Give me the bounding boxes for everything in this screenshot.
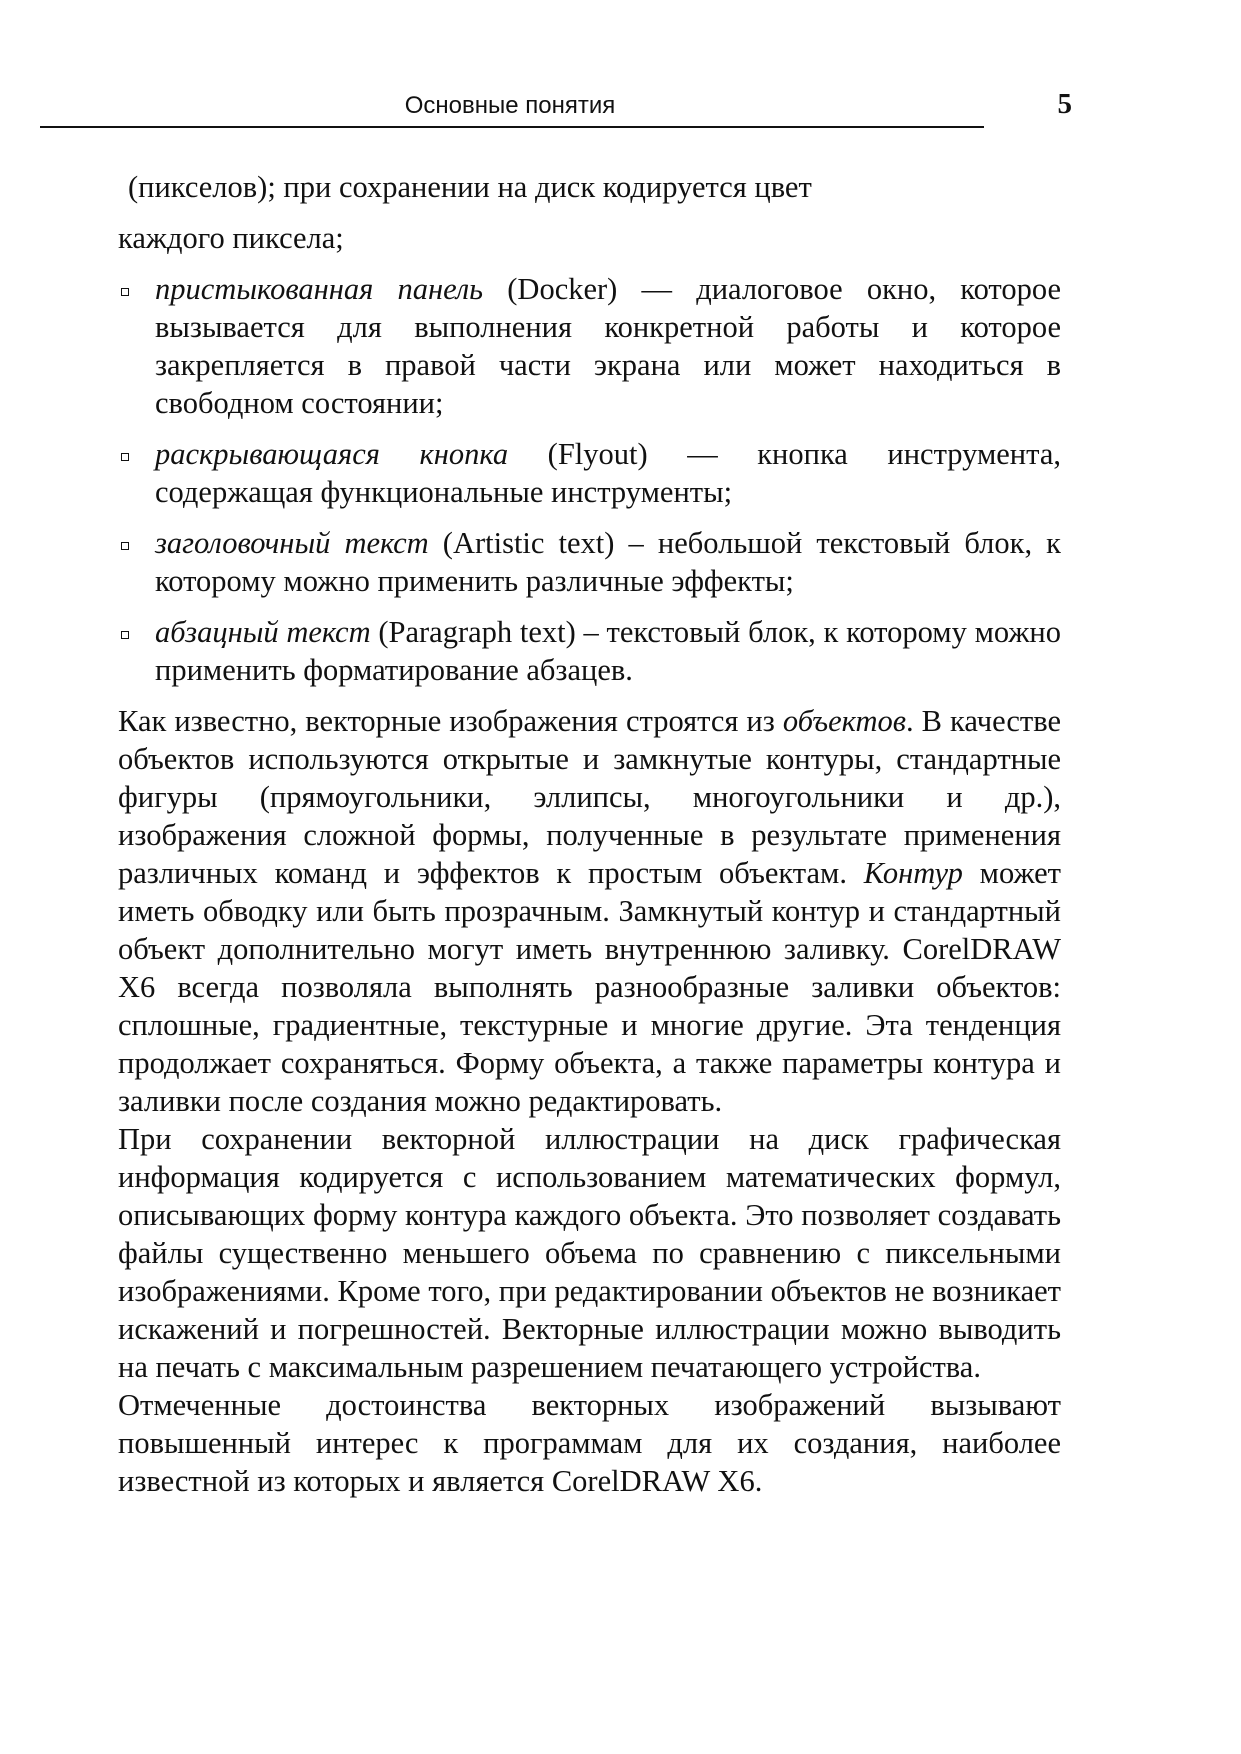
square-bullet-icon xyxy=(121,453,129,461)
intro-line-1: (пикселов); при сохранении на диск кодируется цвет xyxy=(128,170,812,204)
paragraph-text: Как известно, векторные изображения строятся из xyxy=(118,704,783,738)
square-bullet-icon xyxy=(121,288,129,296)
paragraph-vector-objects xyxy=(118,702,1061,1120)
header-rule xyxy=(40,126,984,128)
definition: (Docker) — диалоговое окно, которое вызывается для выполнения конкретной работы и которое закрепляется в правой части экрана или может находиться в свободном состоянии; xyxy=(155,272,1061,420)
definition: (Artistic text) – небольшой текстовый блок, к которому можно применить различные эффекты; xyxy=(155,526,1061,598)
emphasis-contour: Контур xyxy=(863,856,963,890)
term: заголовочный текст xyxy=(155,526,429,560)
intro-line-2: каждого пиксела; xyxy=(118,221,344,255)
page-body xyxy=(118,168,1061,1500)
list-item xyxy=(118,524,1061,600)
list-item xyxy=(118,435,1061,511)
term: раскрывающаяся кнопка xyxy=(155,437,509,471)
square-bullet-icon xyxy=(121,631,129,639)
term: абзацный текст xyxy=(155,615,371,649)
definition: (Flyout) — кнопка инструмента, содержащая функциональные инструменты; xyxy=(155,437,1061,509)
paragraph-saving: При сохранении векторной иллюстрации на диск графическая информация кодируется с использованием математических формул, описывающих форму контура каждого объекта. Это позволяет создавать файлы существенно меньшего объема по сравнению с пиксельными изображениями. Кроме того, при редактировании объектов не возникает искажений и погрешностей. Векторные иллюстрации можно выводить на печать с максимальным разрешением печатающего устройства. xyxy=(118,1122,1061,1384)
square-bullet-icon xyxy=(121,542,129,550)
paragraph-advantages: Отмеченные достоинства векторных изображений вызывают повышенный интерес к программам для их создания, наиболее известной из которых и является CorelDRAW X6. xyxy=(118,1388,1061,1498)
page-number: 5 xyxy=(1057,88,1072,120)
definition: (Paragraph text) – текстовый блок, к которому можно применить форматирование абзацев. xyxy=(155,615,1062,687)
paragraph-text: может иметь обводку или быть прозрачным. Замкнутый контур и стандартный объект дополнительно могут иметь внутреннюю заливку. CorelDRAW X6 всегда позволяла выполнять разнообразные заливки объектов: сплошные, градиентные, текстурные и многие другие. Эта тенденция продолжает сохраняться. Форму объекта, а также параметры контура и заливки после создания можно редактировать. xyxy=(118,856,1061,1118)
running-header xyxy=(0,0,1241,140)
running-title: Основные понятия xyxy=(404,92,616,119)
term: пристыкованная панель xyxy=(155,272,484,306)
emphasis-objects: объектов xyxy=(782,704,907,738)
list-item xyxy=(118,270,1061,422)
paragraph-text: . В качестве объектов используются открытые и замкнутые контуры, стандартные фигуры (прямоугольники, эллипсы, многоугольники и др.), изображения сложной формы, полученные в результате применения различных команд и эффектов к простым объектам. xyxy=(118,704,1061,890)
definition-list xyxy=(118,270,1061,689)
list-item xyxy=(118,613,1061,689)
